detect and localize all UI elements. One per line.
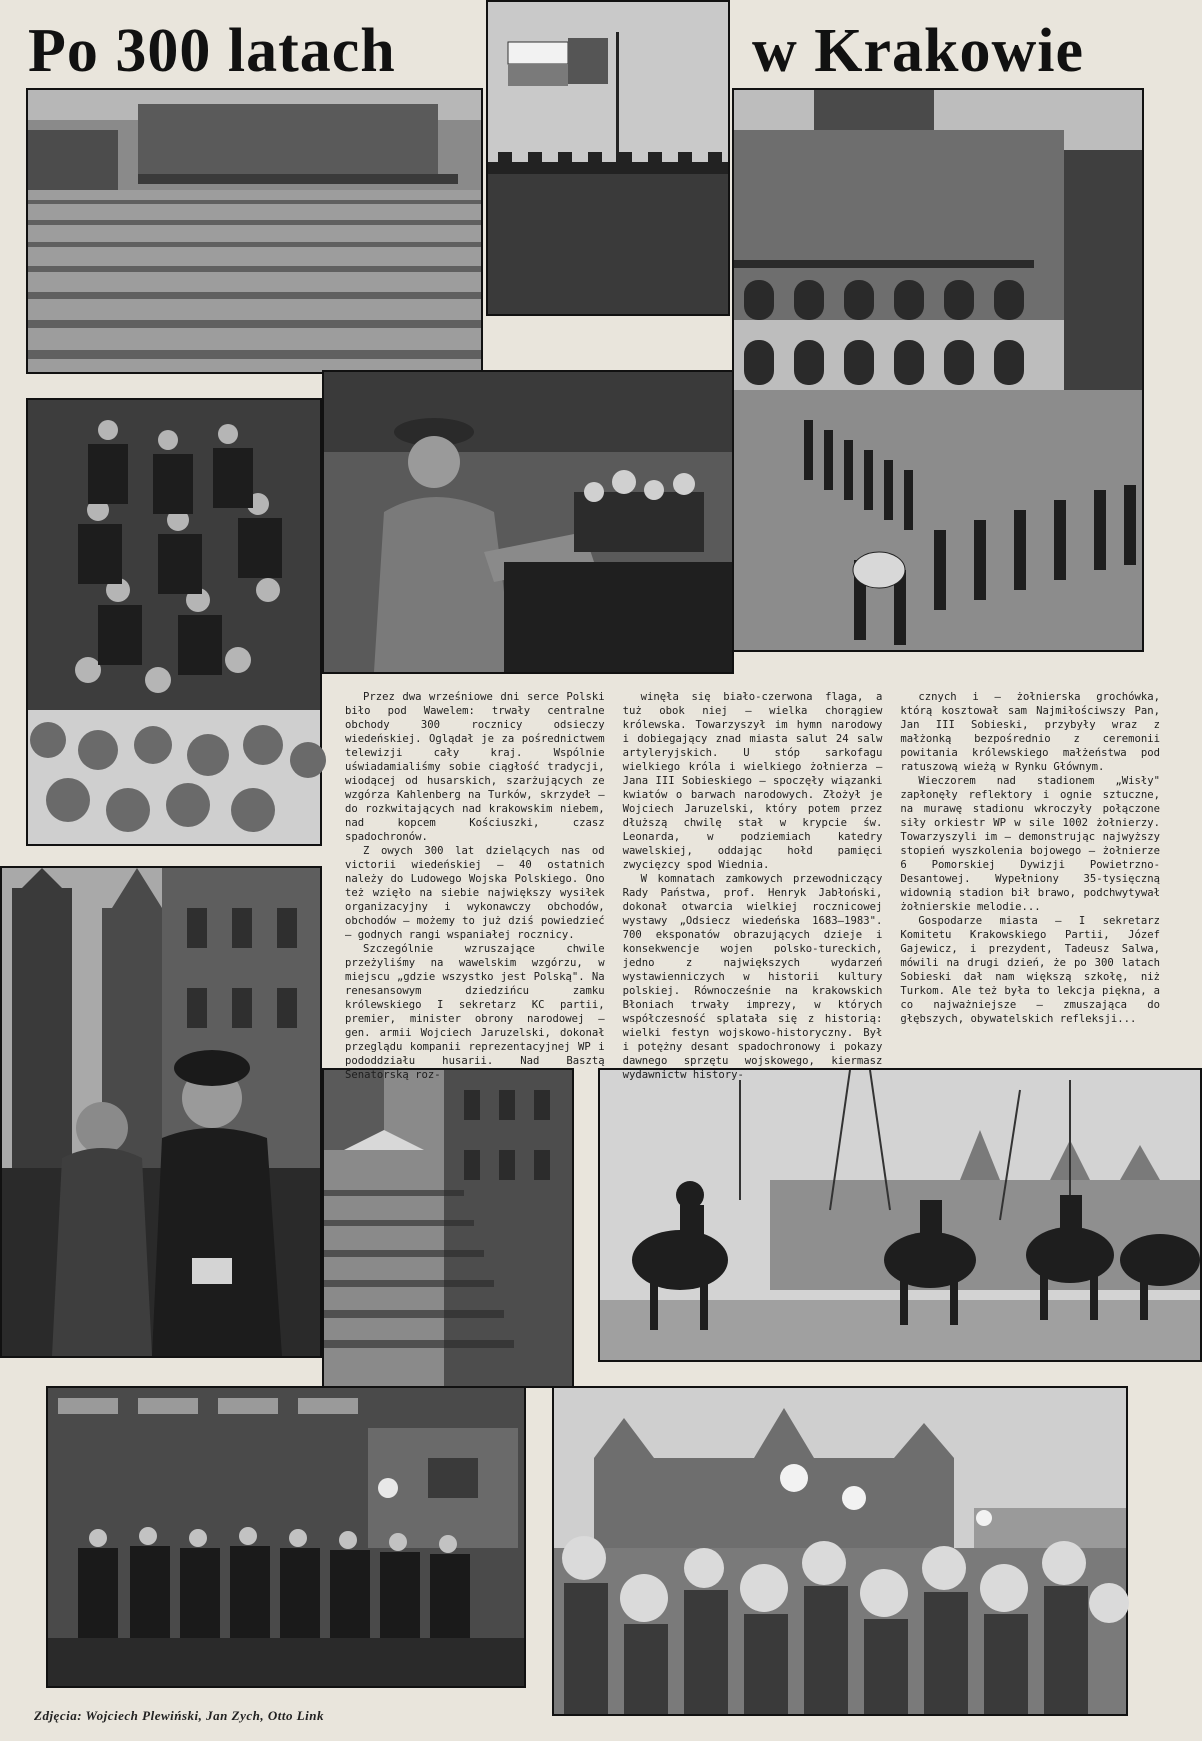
general-flowers-image [324, 372, 732, 672]
article-paragraph: Przez dwa wrześniowe dni serce Polski biło pod Wawelem: trwały centralne obchody 300 rocznicy odsieczy wiedeńskiej. Oglądał je za pośrednictwem telewizji cały kraj. Wspólnie uświadamialiśmy sobie ciągłość tradycji, wiodącej od husarskich, szarżujących ze wzgórza Kahlenberg na Turków, skrzydeł — do rozkwitających nad krakowskim niebem, nad kopcem Kościuszki, czasz spadochronów. [345, 691, 605, 843]
wawel-courtyard-image [734, 90, 1142, 650]
crowd-square-image [28, 90, 481, 372]
article-paragraph: Wieczorem nad stadionem „Wisły" zapłonęły reflektory i ognie sztuczne, na murawę stadionu wkroczyły połączone siły orkiestr WP w sile 1002 żołnierzy. Towarzyszyli im — demonstrując najwyższy stopień wyszkolenia bojowego — żołnierze 6 Pomorskiej Dywizji Powietrzno-Desantowej. Wypełniony 35-tysięczną widownią stadion bił brawo, podchwytywał żołnierskie melodie... [900, 775, 1161, 913]
photo-wawel-courtyard [732, 88, 1144, 652]
article-column-1 [345, 690, 605, 1081]
article-paragraph: cznych i — żołnierska grochówka, którą kosztował sam Najmiłościwszy Pan, Jan III Sobieski, przybyły wraz z małżonką bezpośrednio z ceremonii powitania królewskiego małżeństwa pod ratuszową wieżą w Rynku Głównym. [900, 691, 1161, 773]
article-column-2 [622, 690, 883, 1081]
photo-cloth-hall-crowd [552, 1386, 1128, 1716]
photo-credit: Zdjęcia: Wojciech Plewiński, Jan Zych, Otto Link [34, 1708, 324, 1723]
dignitaries-procession-image [28, 400, 320, 844]
photo-general-flowers [322, 370, 734, 674]
street-crowd-image [324, 1070, 572, 1386]
article-title-right: w Krakowie [752, 17, 1085, 85]
photo-crowd-square [26, 88, 483, 374]
article-paragraph: Z owych 300 lat dzielących nas od victorii wiedeńskiej — 40 ostatnich należy do Ludowego Wojska Polskiego. Ono też wzięło na siebie największy wysiłek organizacyjny i wykonawczy obchodów, obchodów — możemy to już dziś powiedzieć — godnych rangi wspaniałej rocznicy. [345, 845, 605, 941]
article-title-left: Po 300 latach [28, 17, 396, 85]
photo-dignitaries-procession [26, 398, 322, 846]
king-and-queen-image [2, 868, 320, 1356]
photo-exhibition-audience [46, 1386, 526, 1688]
photo-mounted-hussars [598, 1068, 1202, 1362]
article-paragraph: Gospodarze miasta — I sekretarz Komitetu Krakowskiego Partii, Józef Gajewicz, i prezydent, Tadeusz Salwa, mówili na drugi dzień, że po 300 latach Sobieski dał nam większą szkołę, niż Turkom. Ale też była to lekcja piękna, a co najważniejsze — zmuszająca do głębszych, obywatelskich refleksji... [900, 915, 1161, 1025]
article-body [345, 690, 1161, 1081]
photo-king-and-queen [0, 866, 322, 1358]
article-paragraph: Szczególnie wzruszające chwile przeżyliśmy na wawelskim wzgórzu, w miejscu „gdzie wszystko jest Polską". Na renesansowym dziedzińcu zamku królewskiego I sekretarz KC partii, premier, minister obrony narodowej — gen. armii Wojciech Jaruzelski, dokonał przeglądu kompanii reprezentacyjnej WP i pododdziału husarii. Nad Basztą Senatorską roz- [345, 943, 605, 1081]
flag-bastion-image [488, 2, 728, 314]
cloth-hall-crowd-image [554, 1388, 1126, 1714]
photo-street-crowd [322, 1068, 574, 1388]
article-paragraph: winęła się biało-czerwona flaga, a tuż obok niej — wielka chorągiew królewska. Towarzyszył im hymn narodowy i dobiegający znad miasta salut 24 salw artyleryjskich. U stóp sarkofagu wielkiego króla i wielkiego żołnierza — Jana III Sobieskiego — spoczęły wiązanki kwiatów o barwach narodowych. Złożył je Wojciech Jaruzelski, który potem przez dłuższą chwilę stał w krypcie św. Leonarda, w podziemiach katedry wawelskiej, oddając hołd pamięci zwycięzcy spod Wiednia. [622, 691, 883, 871]
exhibition-audience-image [48, 1388, 524, 1686]
mounted-hussars-image [600, 1070, 1200, 1360]
article-column-3 [900, 690, 1160, 1072]
photo-flag-bastion [486, 0, 730, 316]
article-paragraph: W komnatach zamkowych przewodniczący Rady Państwa, prof. Henryk Jabłoński, dokonał otwarcia wielkiej rocznicowej wystawy „Odsiecz wiedeńska 1683—1983". 700 eksponatów obrazujących dzieje i konsekwencje wojen polsko-tureckich, jedno z największych wydarzeń wystawienniczych w historii kultury polskiej. Równocześnie na krakowskich Błoniach trwały imprezy, w których współczesność splatała się z historią: wielki festyn wojskowo-historyczny. Był i potężny desant spadochronowy i pokazy dawnego sprzętu wojskowego, kiermasz wydawnictw history- [622, 873, 883, 1081]
